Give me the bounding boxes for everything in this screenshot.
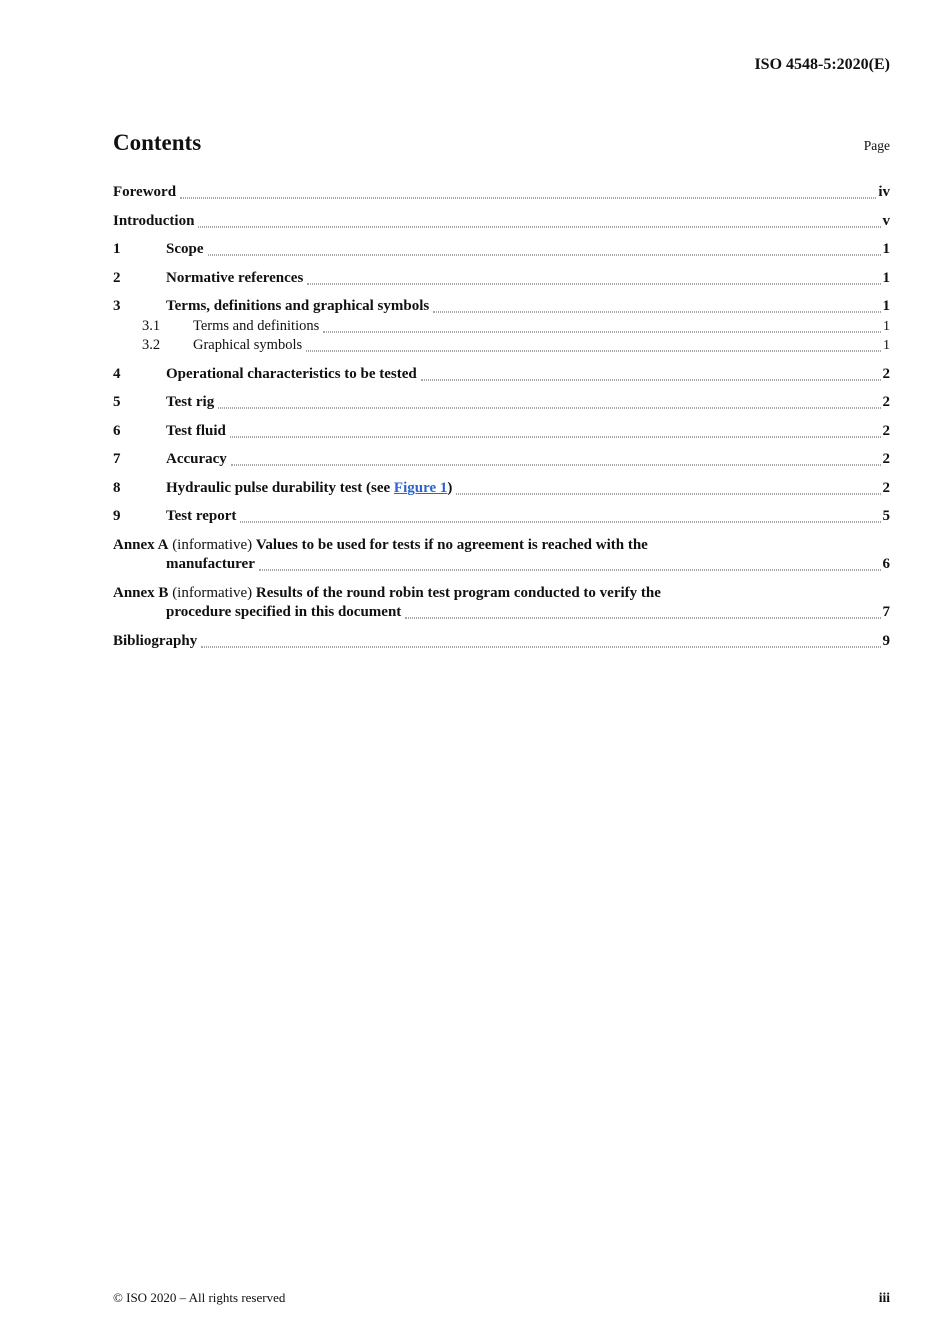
toc-entry-label: Foreword bbox=[113, 184, 177, 200]
toc-title-text: procedure specified in this document bbox=[166, 604, 402, 620]
toc-title-text: Annex B bbox=[113, 584, 169, 601]
toc-title-text: Operational characteristics to be tested bbox=[166, 365, 417, 382]
toc-page-number: 5 bbox=[882, 508, 890, 524]
figure-1-link[interactable]: Figure 1 bbox=[393, 479, 448, 496]
toc-entry bbox=[113, 422, 890, 441]
toc-title-text: Terms and definitions bbox=[193, 317, 320, 334]
dot-leader bbox=[208, 255, 881, 256]
page-title: Contents bbox=[113, 130, 202, 155]
toc-title-text: manufacturer bbox=[166, 556, 255, 572]
page-footer bbox=[113, 1290, 890, 1306]
toc-title-text: Test report bbox=[166, 508, 237, 524]
toc-entry-title bbox=[166, 240, 204, 259]
dot-leader bbox=[180, 198, 876, 199]
toc-page-number: 2 bbox=[882, 451, 890, 467]
toc-entry-title bbox=[166, 297, 429, 316]
dot-leader bbox=[198, 226, 880, 227]
toc-page-number: 1 bbox=[883, 338, 890, 353]
toc-entry-title bbox=[166, 422, 226, 441]
toc-list bbox=[113, 183, 890, 651]
toc-page-number: v bbox=[882, 212, 890, 229]
toc-page-number: iv bbox=[878, 184, 890, 200]
toc-entry-annex bbox=[113, 584, 890, 623]
toc-entry-number: 4 bbox=[113, 365, 121, 382]
toc-entry-title bbox=[166, 393, 214, 412]
toc-entry bbox=[113, 297, 890, 316]
dot-leader bbox=[218, 408, 880, 409]
dot-leader bbox=[456, 493, 880, 494]
toc-title-text: Terms, definitions and graphical symbols bbox=[166, 298, 430, 314]
toc-annex-line1 bbox=[113, 584, 890, 603]
toc-entry-number: 3.1 bbox=[142, 317, 161, 334]
toc-entry-number: 3.2 bbox=[142, 337, 161, 353]
toc-entry bbox=[113, 240, 890, 259]
toc-entry-title bbox=[166, 507, 236, 526]
folio-page-number: iii bbox=[878, 1290, 890, 1305]
toc-page-number: 2 bbox=[882, 394, 890, 410]
toc-entry bbox=[113, 479, 890, 498]
toc-heading-row bbox=[113, 130, 890, 156]
dot-leader bbox=[259, 570, 881, 571]
toc-page-number: 6 bbox=[882, 556, 890, 572]
toc-entry-title bbox=[193, 336, 302, 355]
toc-page-number: 7 bbox=[882, 604, 890, 620]
toc-page-number: 2 bbox=[882, 479, 890, 496]
toc-entry-title bbox=[166, 365, 417, 384]
toc-annex-line2 bbox=[113, 555, 890, 574]
toc-title-text: Graphical symbols bbox=[193, 337, 303, 353]
toc-entry bbox=[113, 450, 890, 469]
toc-title-text: (informative) bbox=[168, 584, 256, 601]
toc-entry bbox=[113, 632, 890, 651]
toc-entry-number: 6 bbox=[113, 422, 121, 439]
toc-title-text: Values to be used for tests if no agreement is reached with the bbox=[255, 536, 648, 553]
toc-entry-title bbox=[166, 450, 227, 469]
toc-entry-label: Introduction bbox=[113, 212, 195, 229]
toc-entry-number: 8 bbox=[113, 479, 121, 496]
toc-title-text: Normative references bbox=[166, 269, 304, 286]
toc-title-text: (informative) bbox=[168, 536, 256, 553]
toc-entry bbox=[113, 317, 890, 336]
toc-entry-number: 5 bbox=[113, 394, 121, 410]
toc-page-number: 9 bbox=[882, 632, 890, 649]
toc-entry-number: 2 bbox=[113, 269, 121, 286]
dot-leader bbox=[240, 522, 880, 523]
toc-title-text: Test rig bbox=[166, 394, 215, 410]
toc-title-text: Accuracy bbox=[166, 451, 227, 467]
toc-entry-number: 1 bbox=[113, 241, 121, 257]
toc-title-text: Annex A bbox=[113, 536, 169, 553]
toc-title-text: Test fluid bbox=[166, 422, 226, 439]
toc-entry bbox=[113, 212, 890, 231]
toc-title-text: Results of the round robin test program conducted to verify the bbox=[255, 584, 661, 601]
toc-entry-label: Bibliography bbox=[113, 632, 198, 649]
dot-leader bbox=[421, 379, 881, 380]
dot-leader bbox=[306, 351, 881, 352]
toc-page-number: 1 bbox=[882, 269, 890, 286]
toc-title-text: Scope bbox=[166, 241, 204, 257]
toc-entry bbox=[113, 183, 890, 202]
toc-entry-number: 3 bbox=[113, 298, 121, 314]
toc-entry-number: 7 bbox=[113, 451, 121, 467]
dot-leader bbox=[231, 465, 881, 466]
toc-entry bbox=[113, 507, 890, 526]
toc-page-number: 1 bbox=[882, 298, 890, 314]
toc-annex-line1 bbox=[113, 536, 890, 555]
document-reference: ISO 4548-5:2020(E) bbox=[754, 56, 890, 73]
dot-leader bbox=[323, 331, 881, 332]
toc-entry bbox=[113, 365, 890, 384]
toc-entry-title bbox=[193, 317, 319, 336]
toc-page-number: 2 bbox=[882, 365, 890, 382]
toc-page-number: 1 bbox=[882, 241, 890, 257]
toc-page-number: 1 bbox=[883, 318, 890, 334]
toc-page-number: 2 bbox=[882, 422, 890, 439]
toc-entry bbox=[113, 336, 890, 355]
toc-title-text: Hydraulic pulse durability test (see bbox=[166, 479, 394, 496]
toc-entry bbox=[113, 393, 890, 412]
toc-entry bbox=[113, 269, 890, 288]
copyright-notice: © ISO 2020 – All rights reserved bbox=[113, 1290, 286, 1305]
toc-entry-annex bbox=[113, 536, 890, 575]
dot-leader bbox=[433, 312, 880, 313]
page-column-label: Page bbox=[863, 138, 890, 153]
toc-entry-title bbox=[166, 269, 303, 288]
dot-leader bbox=[230, 436, 881, 437]
toc-entry-title bbox=[166, 479, 452, 498]
dot-leader bbox=[201, 646, 880, 647]
toc-entry-number: 9 bbox=[113, 508, 121, 524]
dot-leader bbox=[307, 283, 880, 284]
dot-leader bbox=[405, 618, 880, 619]
toc-annex-line2 bbox=[113, 603, 890, 622]
toc-title-text: ) bbox=[447, 479, 453, 496]
